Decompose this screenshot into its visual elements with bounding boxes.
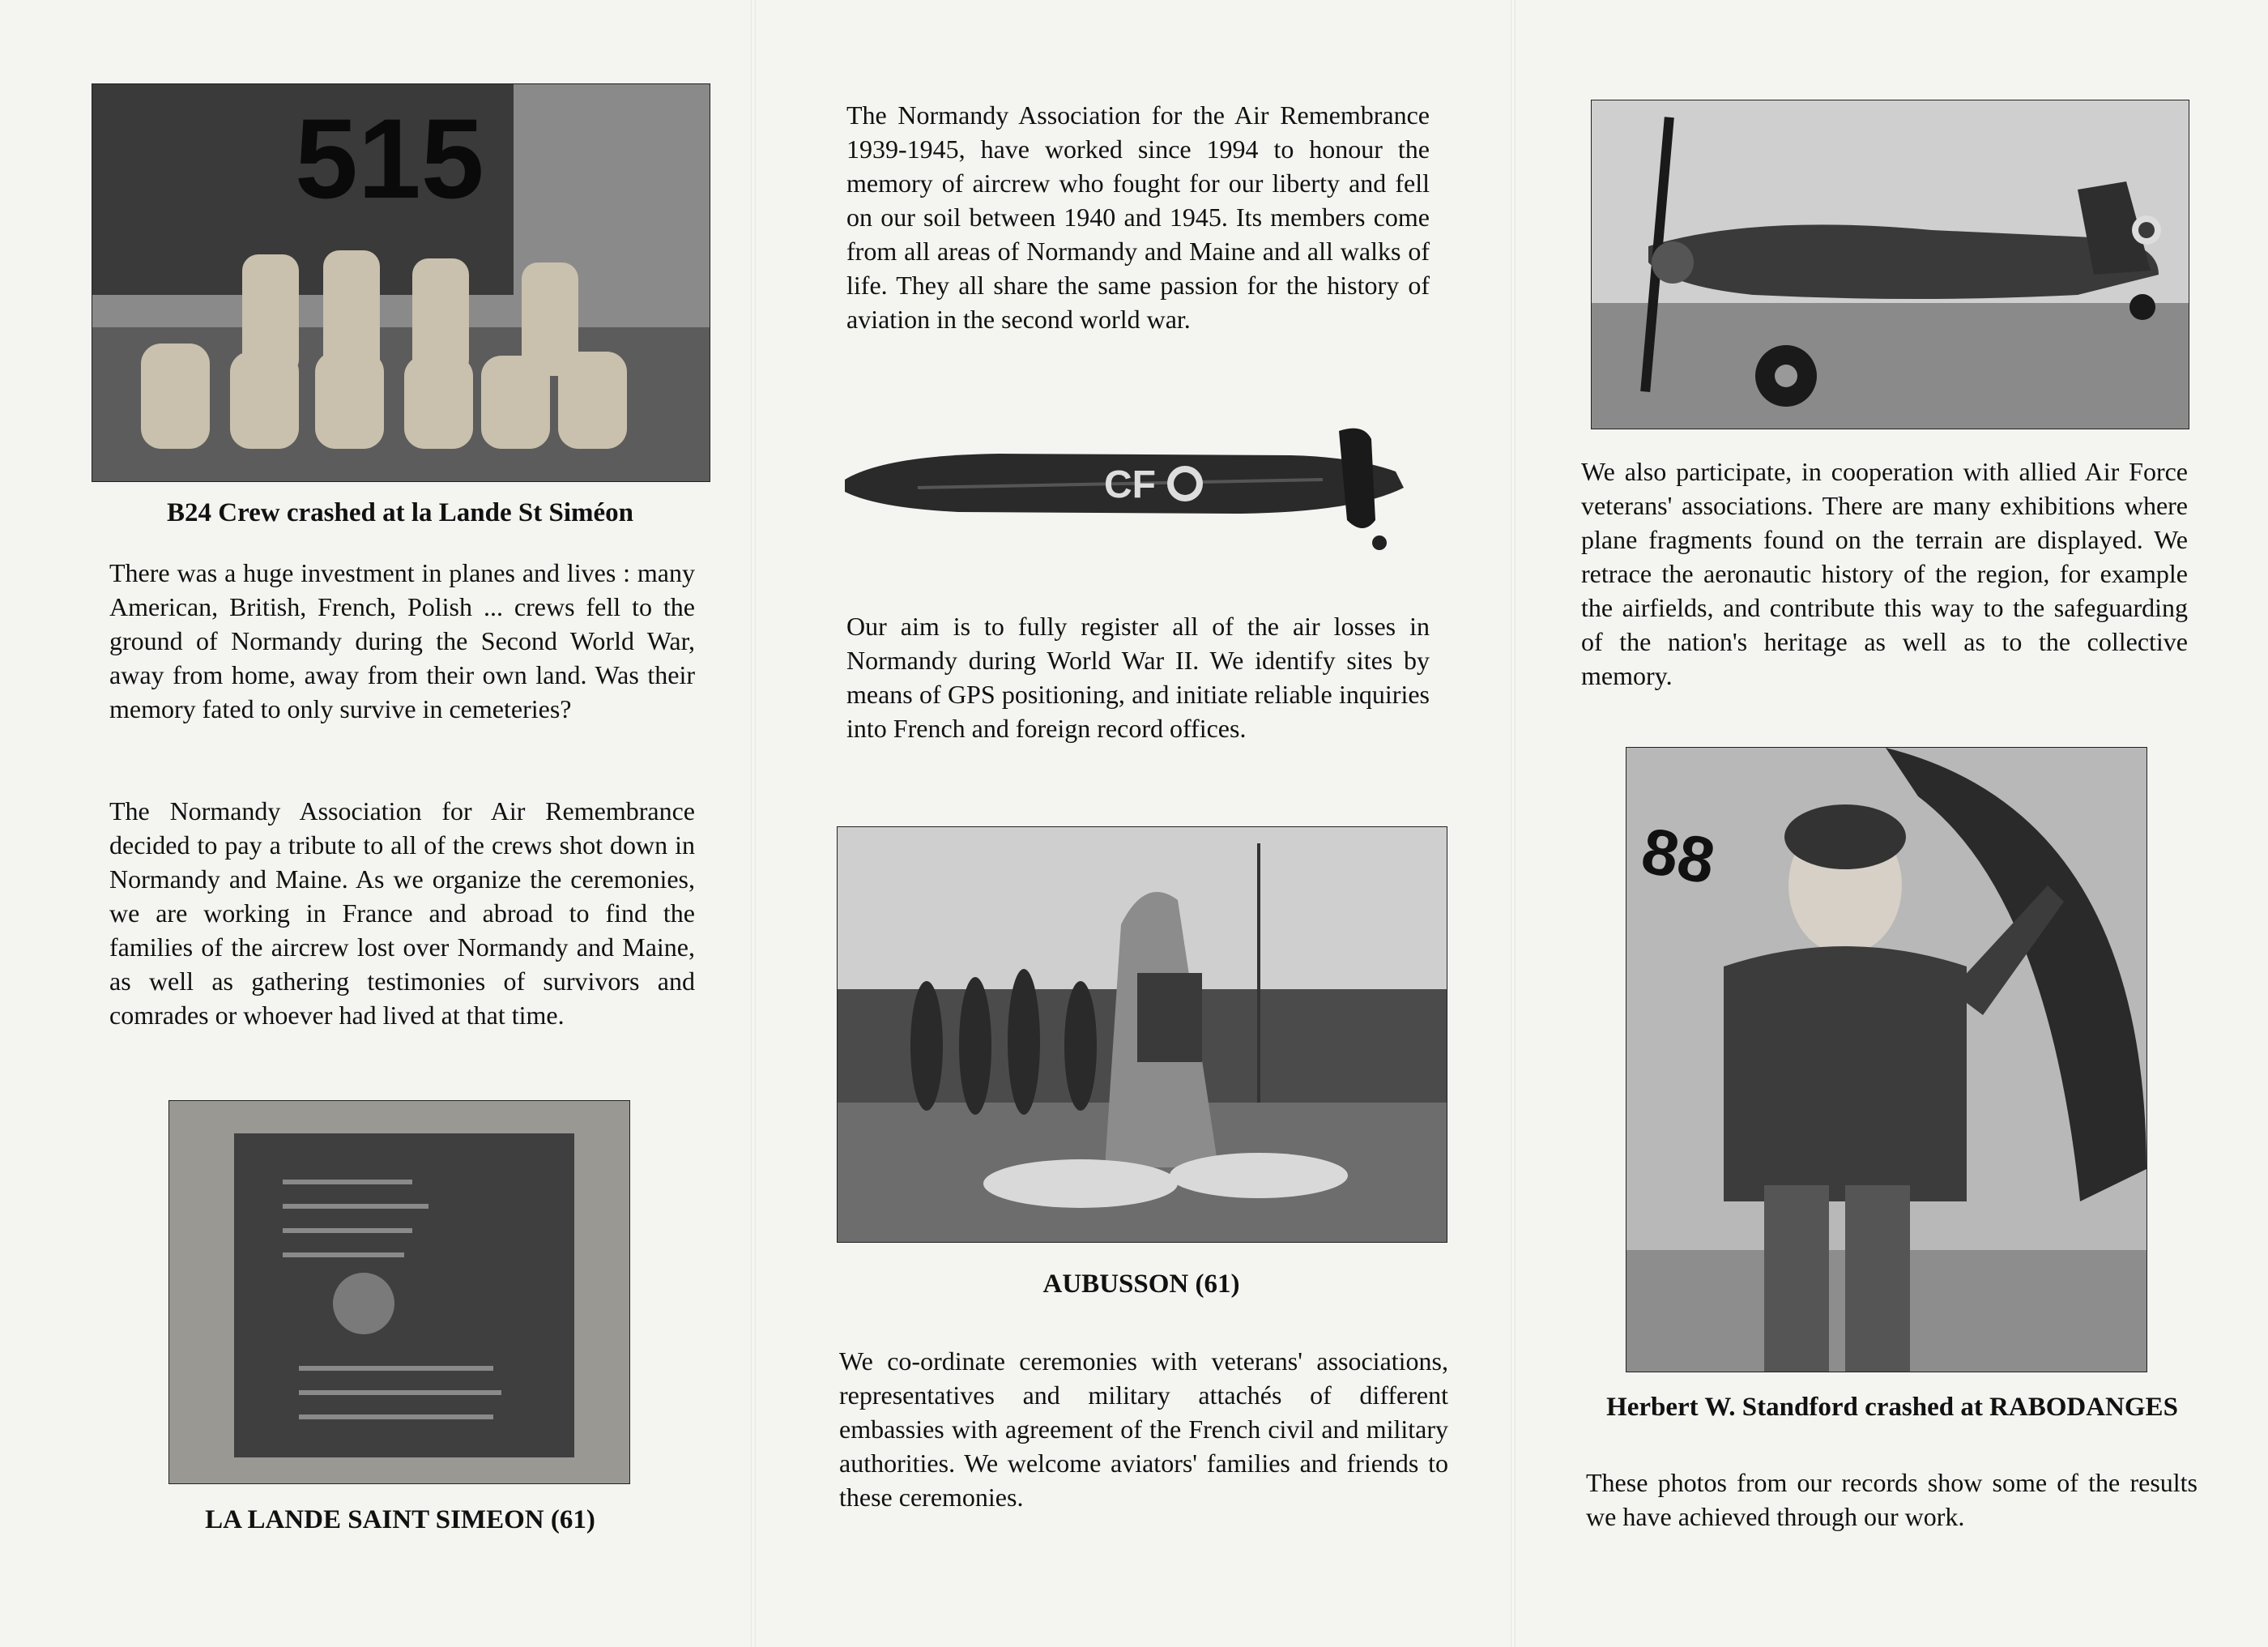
right-panel <box>1516 0 2268 1647</box>
right-paragraph-1: We also participate, in cooperation with allied Air Force veterans' associations. There are many exhibitions where plane fragments found on the terrain are displayed. We retrace the aeronautic history of the region, for example the airfields, and contribute this way to the safeguarding of the nation's heritage as well as to the collective memory. <box>1581 457 2188 690</box>
aircraft-number-515: 515 <box>295 95 484 222</box>
middle-paragraph-2: Our aim is to fully register all of the air losses in Normandy during World War II. We identify sites by means of GPS positioning, and initiate reliable inquiries into French and foreign record offices. <box>846 612 1430 743</box>
left-paragraph-1: There was a huge investment in planes and lives : many American, British, French, Polish ... crews fell to the ground of Normandy during the Second World War, away from home, away from their own land. Was their memory fated to only survive in cemeteries? <box>109 558 695 723</box>
b24-crew-photo <box>92 83 710 482</box>
left-panel <box>0 0 751 1647</box>
middle-panel <box>756 0 1511 1647</box>
lancaster-bomber-illustration <box>837 423 1444 553</box>
middle-paragraph-3: We co-ordinate ceremonies with veterans' associations, representatives and military attachés of different embassies with agreement of the French civil and military authorities. We welcome aviators' families and friends to these ceremonies. <box>839 1346 1448 1512</box>
herbert-standford-photo <box>1626 747 2147 1372</box>
middle-paragraph-1: The Normandy Association for the Air Remembrance 1939-1945, have worked since 1994 to honour the memory of aircrew who fought for our liberty and fell on our soil between 1940 and 1945. Its members come from all areas of Normandy and Maine and all walks of life. They all share the same passion for the history of aviation in the second world war. <box>846 100 1430 334</box>
typhoon-aircraft-photo <box>1591 100 2189 429</box>
la-lande-memorial-photo <box>168 1100 630 1484</box>
la-lande-caption: LA LANDE SAINT SIMEON (61) <box>205 1505 595 1534</box>
right-paragraph-2: These photos from our records show some of the results we have achieved through our work. <box>1586 1468 2198 1531</box>
aubusson-caption: AUBUSSON (61) <box>1042 1269 1240 1299</box>
left-paragraph-2: The Normandy Association for Air Remembrance decided to pay a tribute to all of the crews shot down in Normandy and Maine. As we organize the ceremonies, we are working in France and abroad to find the families of the aircrew lost over Normandy and Maine, as well as gathering testimonies of survivors and comrades or whoever had lived at that time. <box>109 796 695 1030</box>
aubusson-memorial-photo <box>837 826 1447 1243</box>
b24-crew-caption: B24 Crew crashed at la Lande St Siméon <box>167 498 633 527</box>
aircraft-code-88: 88 <box>1636 813 1720 898</box>
standford-caption: Herbert W. Standford crashed at RABODANGES <box>1606 1393 2178 1422</box>
aircraft-code-cf: CF <box>1104 463 1156 506</box>
